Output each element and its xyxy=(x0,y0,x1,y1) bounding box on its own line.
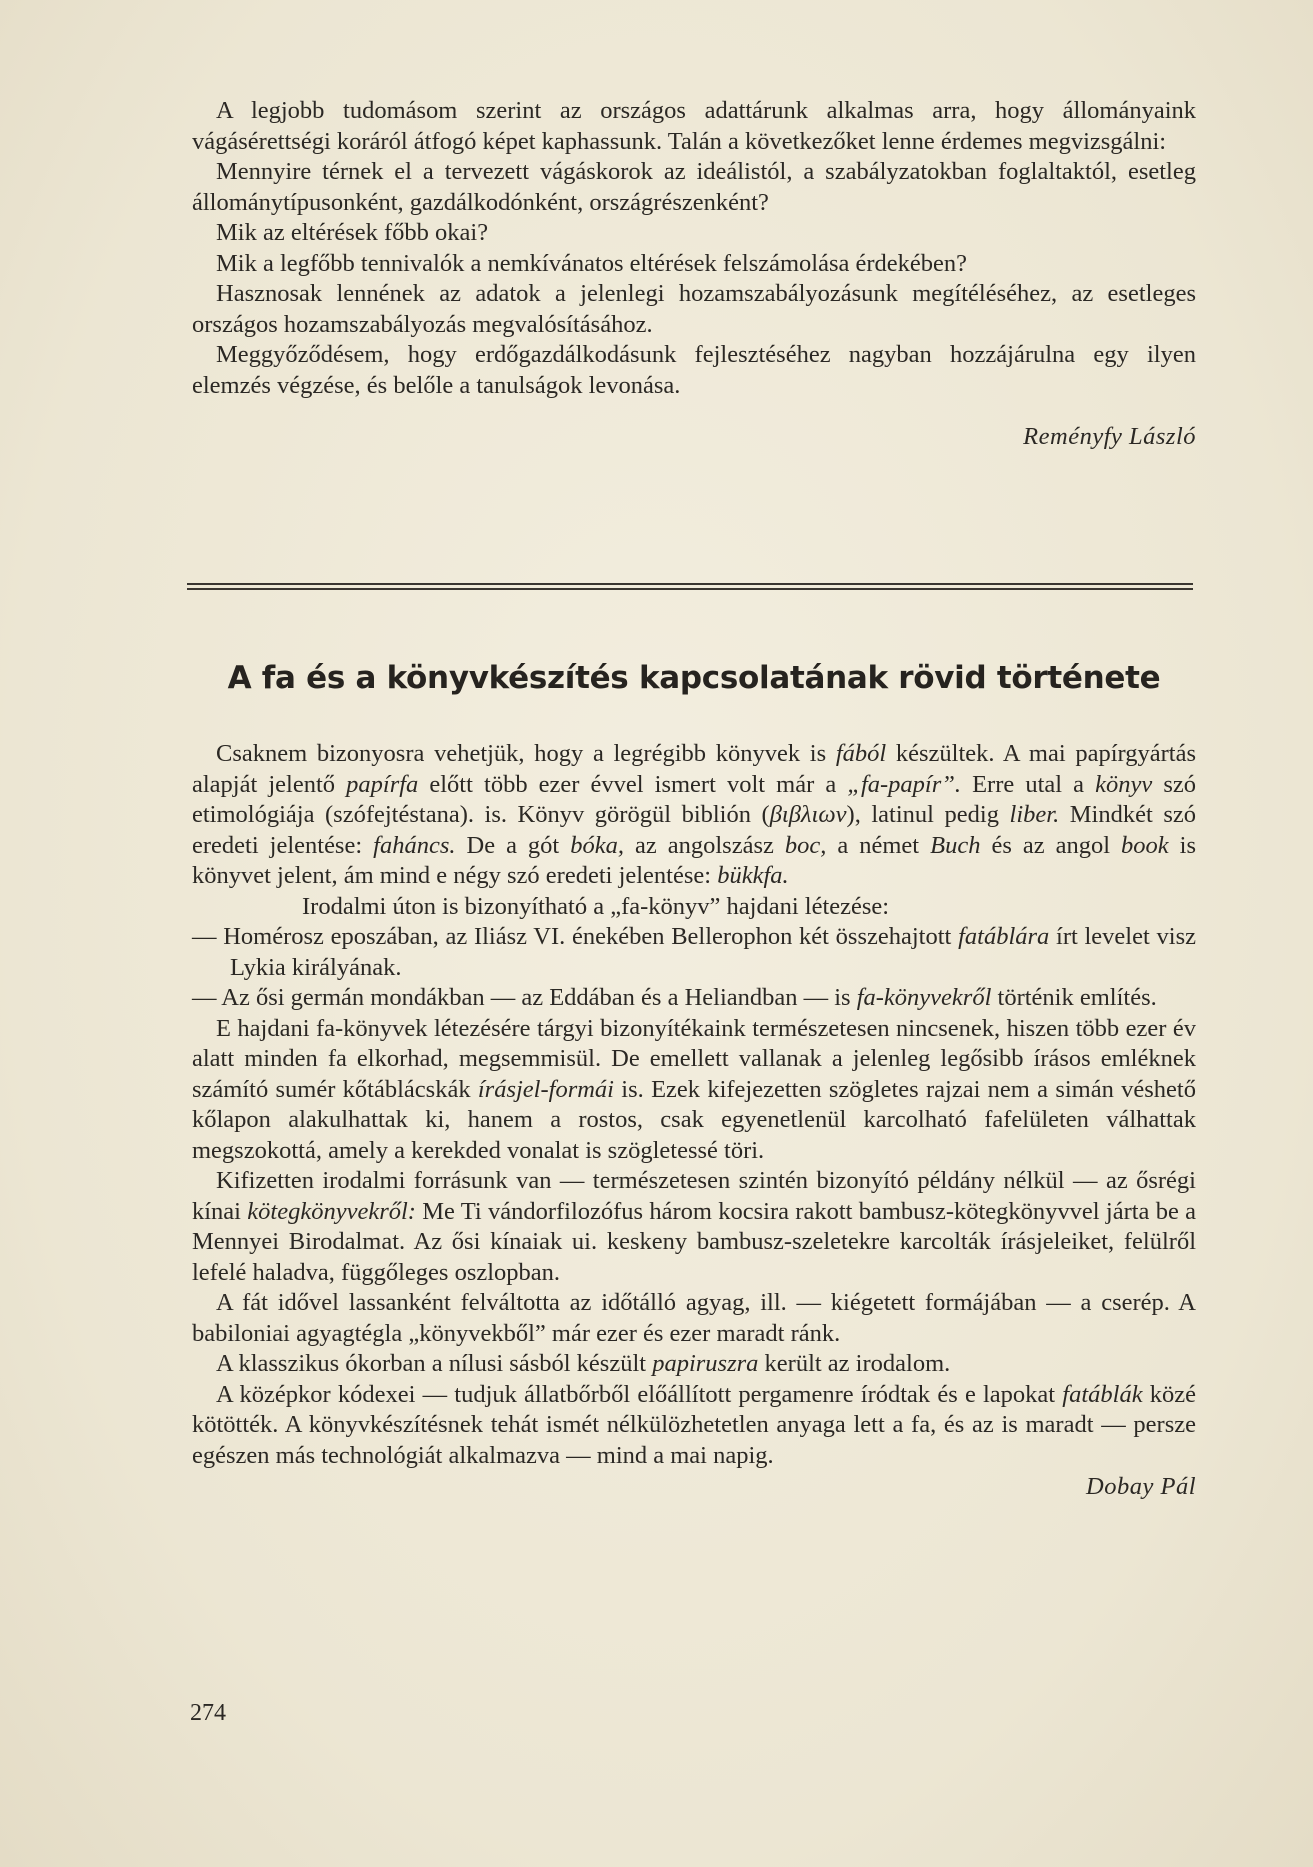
paragraph: A középkor kódexei — tudjuk állatbőrből előállított pergamenre íródtak és e lapokat fatáblák közé kötötték. A könyvkészítésnek tehát ismét nélkülözhetetlen anyaga lett a fa, és az is maradt — persze egészen más technológiát alkalmazva — mind a mai napig. xyxy=(192,1380,1197,1469)
separator-rule-top xyxy=(187,583,1193,585)
paragraph: Mennyire térnek el a tervezett vágáskorok az ideálistól, a szabályzatokban foglaltaktól, esetleg állománytípusonként, gazdálkodónként, országrészenként? xyxy=(192,158,1196,216)
page-number: 274 xyxy=(190,1700,226,1726)
paragraph: A fát idővel lassanként felváltotta az időtálló agyag, ill. — kiégetett formájában — a cserép. A babiloniai agyagtégla „könyvekből” már ezer és ezer maradt ránk. xyxy=(192,1289,1196,1347)
paragraph: Mik az eltérések főbb okai? xyxy=(216,219,489,246)
paragraph: A legjobb tudomásom szerint az országos adattárunk alkalmas arra, hogy állományaink vágásérettségi koráról átfogó képet kaphassunk. Talán a következőket lenne érdemes megvizsgálni: xyxy=(192,97,1196,155)
paragraph: Irodalmi úton is bizonyítható a „fa-könyv” hajdani létezése: xyxy=(302,892,890,920)
paragraph: A klasszikus ókorban a nílusi sásból készült papiruszra került az irodalom. xyxy=(216,1350,951,1377)
author-signature: Dobay Pál xyxy=(1086,1473,1196,1500)
article-title: A fa és a könyvkészítés kapcsolatának rövid története xyxy=(227,660,1161,696)
paragraph: E hajdani fa-könyvek létezésére tárgyi bizonyítékaink természetesen nincsenek, hiszen több ezer év alatt minden fa elkorhad, megsemmisül. De emellett vallanak a jelenleg legősibb írásos emléknek számító sumér kőtáblácskák írásjel-formái is. Ezek kifejezetten szögletes rajzai nem a simán véshető kőlapon alakulhattak ki, hanem a rostos, csak egyenetlenül karcolható fafelületen válhattak megszokottá, amely a kerekded vonalat is szögletessé töri. xyxy=(192,1014,1196,1164)
separator-rule-bottom xyxy=(187,588,1193,590)
list-item: — Homérosz eposzában, az Iliász VI. énekében Bellerophon két összehajtott fatáblára írt levelet visz Lykia királyának. xyxy=(192,923,1196,981)
author-signature: Reményfy László xyxy=(1023,423,1196,450)
paragraph: Hasznosak lennének az adatok a jelenlegi hozamszabályozásunk megítéléséhez, az esetleges országos hozamszabályozás megvalósításához. xyxy=(192,280,1196,338)
paragraph: Meggyőződésem, hogy erdőgazdálkodásunk fejlesztéséhez nagyban hozzájárulna egy ilyen elemzés végzése, és belőle a tanulságok levonása. xyxy=(192,341,1196,399)
paragraph: Kifizetten irodalmi forrásunk van — természetesen szintén bizonyító példány nélkül — az ősrégi kínai kötegkönyvekről: Me Ti vándorfilozófus három kocsira rakott bambusz-kötegkönyvvel járta be a Mennyei Birodalmat. Az ősi kínaiak ui. keskeny bambusz-szeletekre karcolták írásjeleiket, felülről lefelé haladva, függőleges oszlopban. xyxy=(192,1167,1196,1286)
paragraph: Mik a legfőbb tennivalók a nemkívánatos eltérések felszámolása érdekében? xyxy=(216,249,968,277)
article-body xyxy=(192,739,1196,1501)
list-item: — Az ősi germán mondákban — az Eddában és a Heliandban — is fa-könyvekről történik említés. xyxy=(192,984,1157,1011)
paragraph: Csaknem bizonyosra vehetjük, hogy a legrégibb könyvek is fából készültek. A mai papírgyártás alapját jelentő papírfa előtt több ezer évvel ismert volt már a „fa-papír”. Erre utal a könyv szó etimológiája (szófejtéstana). is. Könyv görögül biblión (βιβλιων), latinul pedig liber. Mindkét szó eredeti jelentése: faháncs. De a gót bóka, az angolszász boc, a német Buch és az angol book is könyvet jelent, ám mind e négy szó eredeti jelentése: bükkfa. xyxy=(192,740,1197,889)
previous-article-ending xyxy=(192,96,1196,451)
